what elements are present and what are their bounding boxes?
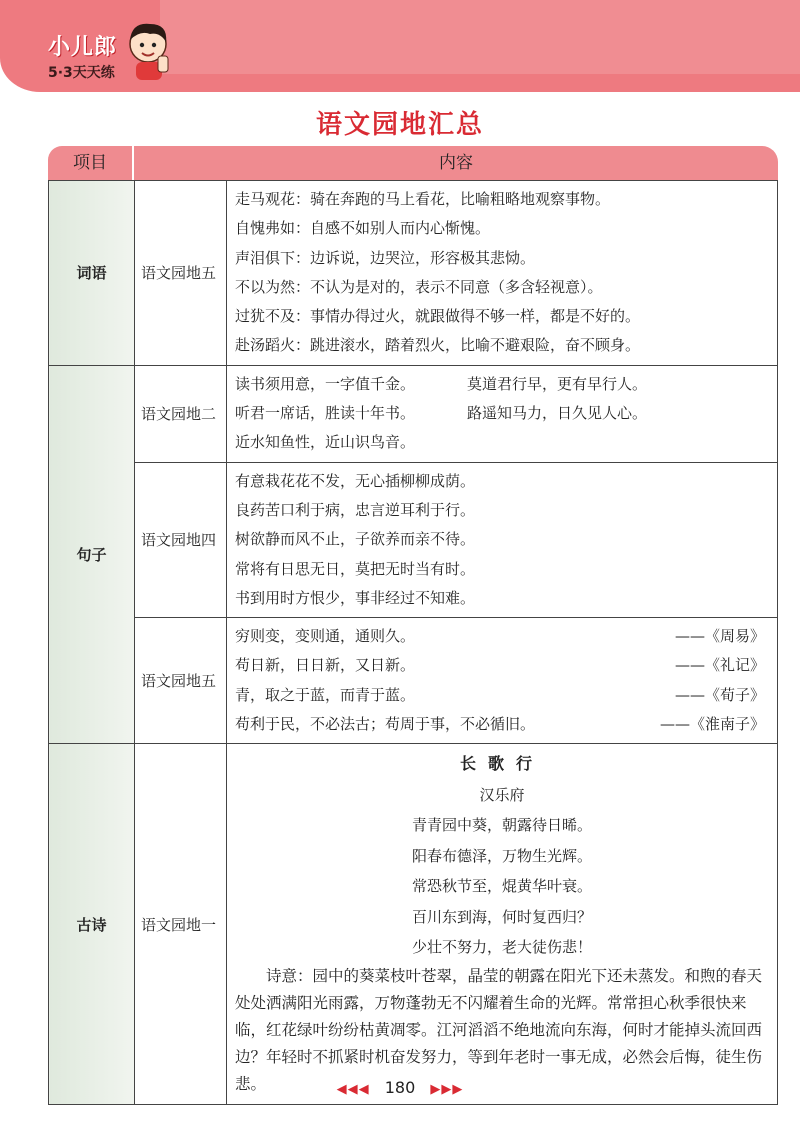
right-arrows-icon: ▶▶▶ <box>430 1082 464 1097</box>
ciyu-content <box>227 181 778 366</box>
category-gushi: 古诗 <box>49 744 135 1105</box>
quote-source: ——《周易》 <box>674 627 765 646</box>
quote-text: 苟日新，日日新，又日新。 <box>235 656 416 675</box>
mascot-boy-icon <box>122 20 176 82</box>
list-item: 自愧弗如：自感不如别人而内心惭愧。 <box>235 219 491 238</box>
table-row-juzi-2 <box>49 462 778 617</box>
brand-subtitle: 5·3天天练 <box>48 65 115 81</box>
list-item: 近水知鱼性，近山识鸟音。 <box>235 433 416 452</box>
list-item: 莫道君行早，更有早行人。 <box>467 374 648 393</box>
quote-source: ——《淮南子》 <box>659 715 765 734</box>
table-row-juzi-3 <box>49 618 778 744</box>
page-title: 语文园地汇总 <box>315 110 484 140</box>
summary-table <box>48 180 778 1105</box>
poem-line: 少壮不努力，老大徒伤悲！ <box>411 938 592 957</box>
list-item: 听君一席话，胜读十年书。 <box>235 404 416 423</box>
left-arrows-icon: ◀◀◀ <box>336 1082 370 1097</box>
unit-label: 语文园地一 <box>135 744 227 1105</box>
brand-name: 小儿郎 <box>48 35 118 60</box>
list-item: 走马观花：骑在奔跑的马上看花，比喻粗略地观察事物。 <box>235 190 611 208</box>
juzi-content-2 <box>227 462 778 617</box>
quote-text: 苟利于民，不必法古；苟周于事，不必循旧。 <box>235 715 536 734</box>
list-item: 过犹不及：事情办得过火，就跟做得不够一样，都是不好的。 <box>235 307 641 326</box>
juzi-content-3 <box>227 618 778 744</box>
category-ciyu: 词语 <box>49 181 135 366</box>
header-content: 内容 <box>134 146 778 180</box>
unit-label: 语文园地二 <box>135 365 227 462</box>
poem-meaning: 诗意：园中的葵菜枝叶苍翠，晶莹的朝露在阳光下还未蒸发。和煦的春天处处洒满阳光雨露，万物蓬勃无不闪耀着生命的光辉。常常担心秋季很快来临，红花绿叶纷纷枯黄凋零。江河滔滔不绝地流向东海，何时才能掉头流回西边？年轻时不抓紧时机奋发努力，等到年老时一事无成，必然会后悔，徒生伤悲。 <box>235 966 763 1093</box>
list-item: 不以为然：不认为是对的，表示不同意（多含轻视意）。 <box>235 277 603 296</box>
brand-logo <box>48 30 117 82</box>
table-row-gushi <box>49 744 778 1105</box>
page-footer <box>0 1078 800 1097</box>
poem-line: 青青园中葵，朝露待日晞。 <box>411 816 592 835</box>
top-banner <box>0 0 800 92</box>
quote-text: 青，取之于蓝，而青于蓝。 <box>235 685 416 704</box>
poem-title: 长歌行 <box>459 754 544 774</box>
list-item: 赴汤蹈火：跳进滚水，踏着烈火，比喻不避艰险，奋不顾身。 <box>235 336 641 355</box>
top-banner-strip <box>160 0 800 74</box>
unit-label: 语文园地五 <box>135 618 227 744</box>
list-item: 声泪俱下：边诉说，边哭泣，形容极其悲恸。 <box>235 248 536 267</box>
list-item: 读书须用意，一字值千金。 <box>235 374 416 393</box>
gushi-content <box>227 744 778 1105</box>
unit-label: 语文园地五 <box>135 181 227 366</box>
page-number: 180 <box>384 1078 416 1097</box>
header-item: 项目 <box>48 146 132 180</box>
poem-author: 汉乐府 <box>479 786 525 805</box>
category-juzi: 句子 <box>49 365 135 744</box>
list-item: 书到用时方恨少，事非经过不知难。 <box>235 588 476 607</box>
quote-source: ——《礼记》 <box>674 656 765 675</box>
table-row-juzi-1 <box>49 365 778 462</box>
list-item: 树欲静而风不止，子欲养而亲不待。 <box>235 530 476 549</box>
poem-line: 百川东到海，何时复西归？ <box>411 907 592 926</box>
table-row-ciyu <box>49 181 778 366</box>
poem-line: 阳春布德泽，万物生光辉。 <box>411 846 592 865</box>
table-header <box>48 146 778 180</box>
unit-label: 语文园地四 <box>135 462 227 617</box>
juzi-content-1 <box>227 365 778 462</box>
list-item: 有意栽花花不发，无心插柳柳成荫。 <box>235 471 476 490</box>
poem-line: 常恐秋节至，焜黄华叶衰。 <box>411 877 592 896</box>
quote-source: ——《荀子》 <box>674 685 765 704</box>
list-item: 路遥知马力，日久见人心。 <box>467 404 648 423</box>
list-item: 常将有日思无日，莫把无时当有时。 <box>235 559 476 578</box>
quote-text: 穷则变，变则通，通则久。 <box>235 627 416 646</box>
list-item: 良药苦口利于病，忠言逆耳利于行。 <box>235 500 476 519</box>
